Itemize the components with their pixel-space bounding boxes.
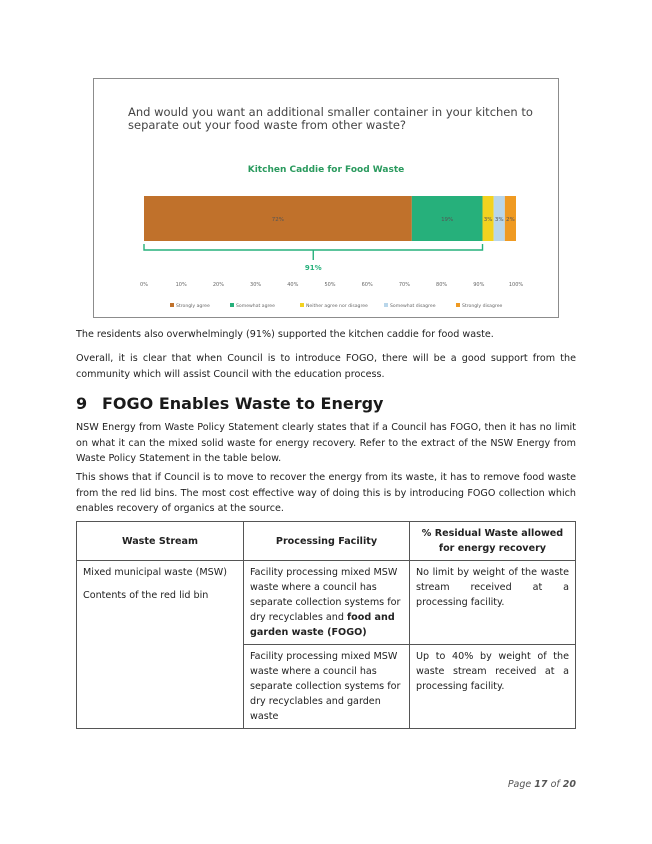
page-of: of <box>550 779 560 790</box>
header-processing-facility: Processing Facility <box>244 522 410 561</box>
facility-text: Facility processing mixed MSW waste where a council has separate collection systems for dry recyclables and <box>250 567 401 623</box>
table-row <box>77 561 576 645</box>
legend-swatch <box>230 303 234 307</box>
section-number: 9 <box>76 394 88 413</box>
waste-stream-line: Mixed municipal waste (MSW) <box>83 567 227 578</box>
legend-label: Strongly agree <box>176 304 210 309</box>
table-header-row <box>77 522 576 561</box>
cell-waste-stream <box>77 561 244 729</box>
header-residual-waste: % Residual Waste allowed for energy recovery <box>410 522 576 561</box>
legend-label: Neither agree nor disagree <box>306 304 368 309</box>
legend-swatch <box>170 303 174 307</box>
x-tick-label: 100% <box>508 282 524 288</box>
x-tick-label: 50% <box>324 282 336 288</box>
section-title: FOGO Enables Waste to Energy <box>102 394 384 413</box>
bar-data-label: 2% <box>506 217 515 223</box>
legend-swatch <box>456 303 460 307</box>
bracket-line <box>144 244 483 250</box>
cell-processing-facility <box>244 561 410 645</box>
cell-residual-waste: No limit by weight of the waste stream received at a processing facility. <box>410 561 576 645</box>
x-tick-label: 20% <box>212 282 224 288</box>
paragraph-policy-statement: NSW Energy from Waste Policy Statement clearly states that if a Council has FOGO, then it has no limit on what it can the mixed solid waste for energy recovery. Refer to the extract of the NSW Energy from Waste Policy Statement in the table below. <box>76 422 576 464</box>
paragraph-kitchen-caddie-support: The residents also overwhelmingly (91%) supported the kitchen caddie for food waste. <box>76 329 494 340</box>
legend-swatch <box>384 303 388 307</box>
legend-label: Strongly disagree <box>462 304 503 309</box>
chart-canvas <box>94 79 560 319</box>
bar-data-label: 3% <box>494 217 504 223</box>
paragraph-remove-food-waste: This shows that if Council is to move to recover the energy from its waste, it has to remove food waste from the red lid bins. The most cost effective way of doing this is by introducing FOGO collection which enables recovery of organics at the source. <box>76 472 576 514</box>
x-tick-label: 80% <box>436 282 448 288</box>
x-tick-label: 0% <box>140 282 148 288</box>
chart-question: And would you want an additional smaller container in your kitchen to separate out your food waste from other waste? <box>128 105 533 132</box>
page-number <box>508 779 576 790</box>
bracket-label: 91% <box>304 264 322 272</box>
survey-chart <box>93 78 559 318</box>
bar-data-label: 3% <box>483 217 493 223</box>
x-tick-label: 10% <box>175 282 187 288</box>
cell-processing-facility: Facility processing mixed MSW waste where a council has separate collection systems for dry recyclables and garden waste <box>244 645 410 729</box>
total-pages: 20 <box>562 779 576 790</box>
legend-label: Somewhat disagree <box>390 304 436 309</box>
legend-swatch <box>300 303 304 307</box>
bar-data-label: 19% <box>441 217 454 223</box>
x-tick-label: 90% <box>473 282 485 288</box>
energy-recovery-table <box>76 521 576 729</box>
x-tick-label: 60% <box>361 282 373 288</box>
current-page: 17 <box>534 779 548 790</box>
x-tick-label: 40% <box>287 282 299 288</box>
bar-data-label: 72% <box>271 217 285 223</box>
waste-stream-line: Contents of the red lid bin <box>83 590 209 601</box>
paragraph-community-support: Overall, it is clear that when Council is to introduce FOGO, there will be a good support from the community which will assist Council with the education process. <box>76 353 576 380</box>
x-tick-label: 30% <box>250 282 262 288</box>
x-tick-label: 70% <box>398 282 410 288</box>
page-label: Page <box>507 779 532 790</box>
facility-text-bold: food and garden waste (FOGO) <box>250 612 395 638</box>
section-heading <box>76 394 383 413</box>
chart-title: Kitchen Caddie for Food Waste <box>247 165 405 175</box>
cell-residual-waste: Up to 40% by weight of the waste stream received at a processing facility. <box>410 645 576 729</box>
legend-label: Somewhat agree <box>236 304 275 309</box>
header-waste-stream: Waste Stream <box>77 522 244 561</box>
